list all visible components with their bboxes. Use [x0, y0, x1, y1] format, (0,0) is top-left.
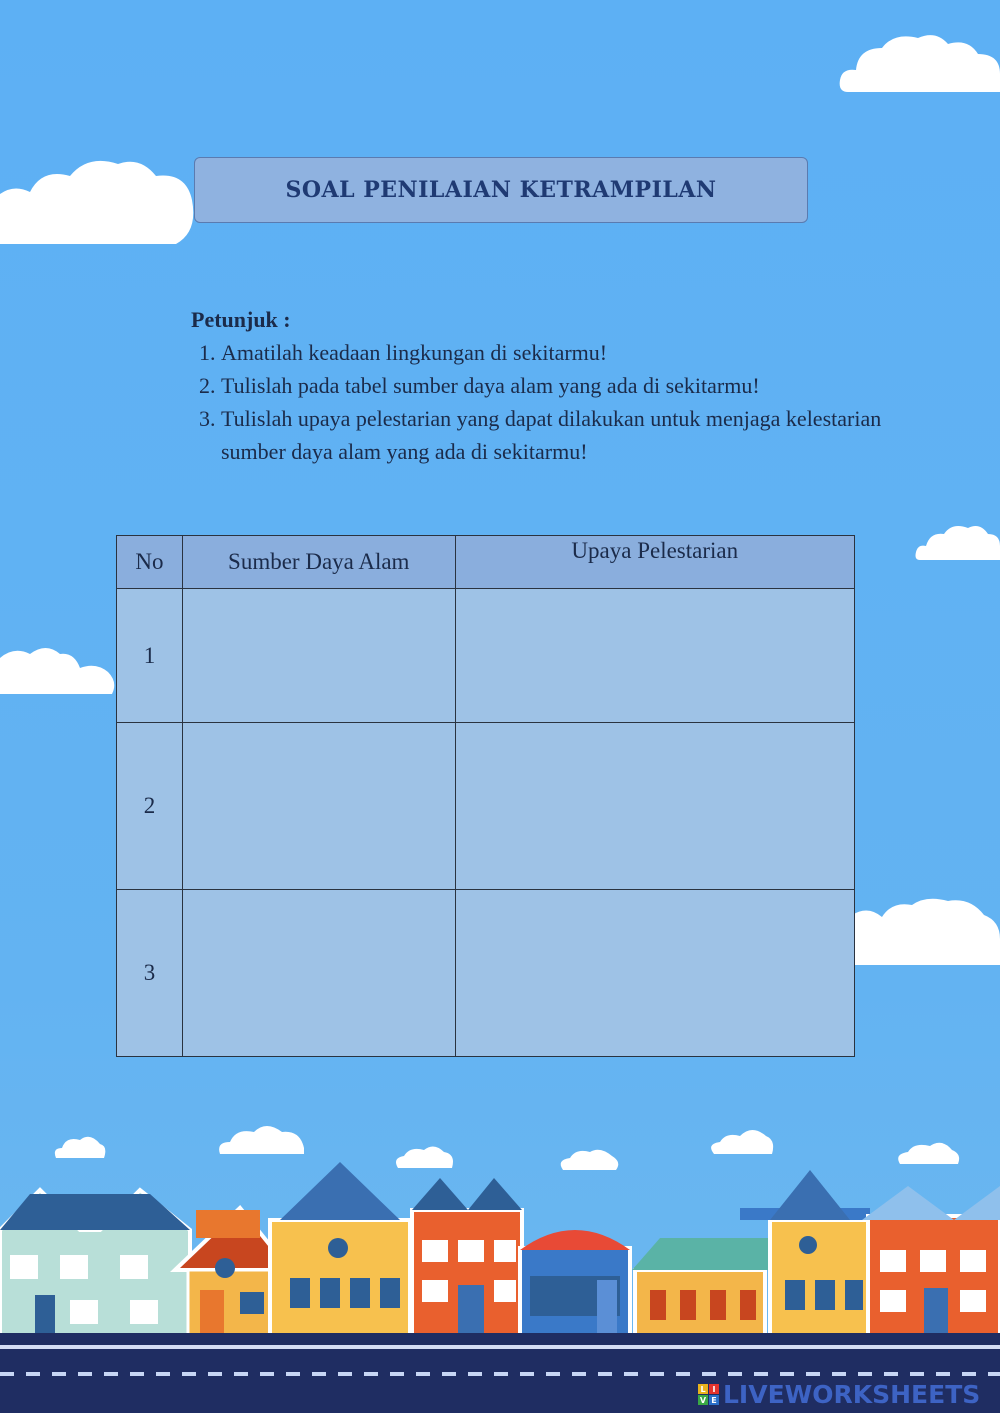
sumber-answer-cell[interactable]	[182, 890, 455, 1057]
instruction-item-2: 2. Tulislah pada tabel sumber daya alam yang ada di sekitarmu!	[221, 369, 891, 402]
cloud-left-mid	[0, 642, 116, 696]
header-upaya-pelestarian: Upaya Pelestarian	[455, 536, 854, 589]
liveworksheets-watermark	[698, 1380, 980, 1409]
sumber-answer-cell[interactable]	[182, 723, 455, 890]
instructions-block	[191, 303, 891, 468]
table-row	[117, 589, 855, 723]
row-number: 1	[117, 589, 183, 723]
upaya-answer-cell[interactable]	[455, 589, 854, 723]
sumber-answer-cell[interactable]	[182, 589, 455, 723]
answer-table	[116, 535, 855, 1057]
table-row	[117, 890, 855, 1057]
house-orange-tall	[412, 1178, 522, 1335]
road-edge-line	[0, 1345, 1000, 1349]
cloud-left-title	[0, 154, 196, 246]
row-number: 3	[117, 890, 183, 1057]
liveworksheets-logo-icon: L I V E	[698, 1384, 719, 1405]
house-teal	[0, 1190, 190, 1335]
instructions-heading: Petunjuk :	[191, 307, 291, 332]
cloud-right-mid	[914, 520, 1000, 562]
upaya-answer-cell[interactable]	[455, 723, 854, 890]
cloud-right-lower	[852, 895, 1000, 967]
house-orange-right	[862, 1186, 1000, 1335]
table-row	[117, 723, 855, 890]
title-banner	[194, 157, 808, 223]
house-green	[632, 1238, 770, 1335]
house-yellow	[270, 1162, 410, 1335]
liveworksheets-text: LIVEWORKSHEETS	[723, 1380, 981, 1409]
header-sumber-daya-alam: Sumber Daya Alam	[182, 536, 455, 589]
page-title: SOAL PENILAIAN KETRAMPILAN	[285, 177, 717, 203]
instruction-item-1: 1. Amatilah keadaan lingkungan di sekitarmu!	[221, 336, 891, 369]
row-number: 2	[117, 723, 183, 890]
upaya-answer-cell[interactable]	[455, 890, 854, 1057]
table-header-row	[117, 536, 855, 589]
instruction-item-3: 3. Tulislah upaya pelestarian yang dapat dilakukan untuk menjaga kelestarian sumber daya alam yang ada di sekitarmu!	[221, 402, 891, 468]
road-dashed-line	[0, 1372, 1000, 1376]
town-illustration	[0, 1120, 1000, 1340]
house-shop	[520, 1230, 630, 1335]
header-no: No	[117, 536, 183, 589]
cloud-top-right	[838, 30, 1000, 96]
instructions-list	[191, 336, 891, 468]
